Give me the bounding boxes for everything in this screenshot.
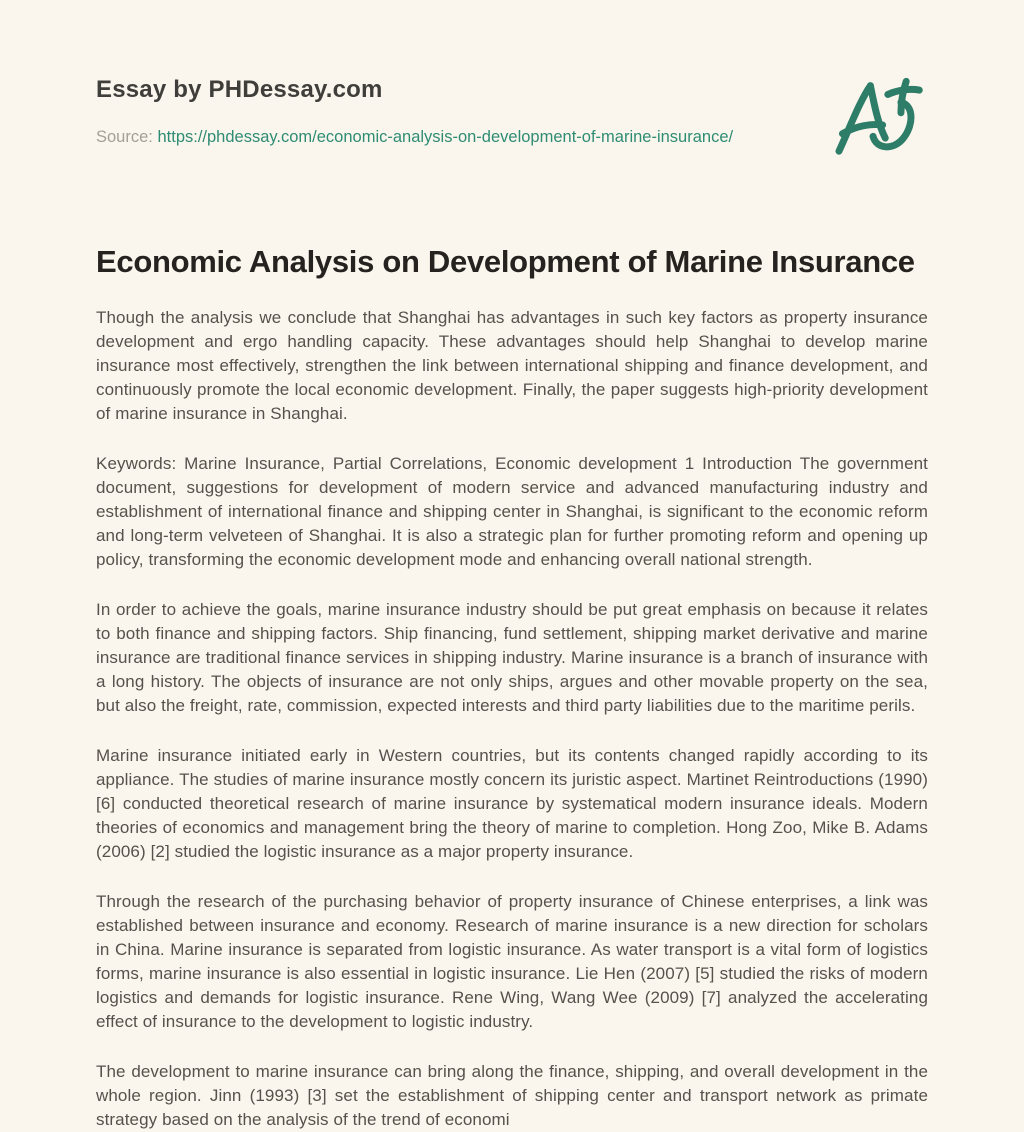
brand-title: Essay by PHDessay.com	[96, 76, 383, 103]
article-title: Economic Analysis on Development of Marine Insurance	[96, 244, 915, 279]
a-plus-logo-icon	[832, 72, 928, 164]
brand-block	[96, 70, 733, 164]
page-container	[96, 0, 928, 1132]
page-header	[96, 70, 928, 164]
source-line	[96, 128, 733, 147]
source-label: Source:	[96, 128, 153, 146]
article-paragraph: Though the analysis we conclude that Shanghai has advantages in such key factors as property insurance development and ergo handling capacity. These advantages should help Shanghai to develop marine insurance most effectively, strengthen the link between international shipping and finance development, and continuously promote the local economic development. Finally, the paper suggests high-priority development of marine insurance in Shanghai.	[96, 307, 928, 423]
article-paragraph: Keywords: Marine Insurance, Partial Correlations, Economic development 1 Introduction The government document, suggestions for development of modern service and advanced manufacturing industry and establishment of international finance and shipping center in Shanghai, is significant to the economic reform and long-term velveteen of Shanghai. It is also a strategic plan for further promoting reform and opening up policy, transforming the economic development mode and enhancing overall national strength.	[96, 453, 928, 569]
source-link[interactable]: https://phdessay.com/economic-analysis-on-development-of-marine-insurance/	[157, 128, 734, 146]
article-paragraph: Marine insurance initiated early in Western countries, but its contents changed rapidly according to its appliance. The studies of marine insurance mostly concern its juristic aspect. Martinet Reintroductions (1990) [6] conducted theoretical research of marine insurance by systematical modern insurance ideals. Modern theories of economics and management bring the theory of marine to completion. Hong Zoo, Mike B. Adams (2006) [2] studied the logistic insurance as a major property insurance.	[96, 745, 928, 861]
article-paragraph: The development to marine insurance can bring along the finance, shipping, and overall development in the whole region. Jinn (1993) [3] set the establishment of shipping center and transport network as primate strategy based on the analysis of the trend of economi	[96, 1061, 928, 1129]
article-paragraph: In order to achieve the goals, marine insurance industry should be put great emphasis on because it relates to both finance and shipping factors. Ship financing, fund settlement, shipping market derivative and marine insurance are traditional finance services in shipping industry. Marine insurance is a branch of insurance with a long history. The objects of insurance are not only ships, argues and other movable property on the sea, but also the freight, rate, commission, expected interests and third party liabilities due to the maritime perils.	[96, 599, 928, 715]
article-paragraph: Through the research of the purchasing behavior of property insurance of Chinese enterprises, a link was established between insurance and economy. Research of marine insurance is a new direction for scholars in China. Marine insurance is separated from logistic insurance. As water transport is a vital form of logistics forms, marine insurance is also essential in logistic insurance. Lie Hen (2007) [5] studied the risks of modern logistics and demands for logistic insurance. Rene Wing, Wang Wee (2009) [7] analyzed the accelerating effect of insurance to the development to logistic industry.	[96, 891, 928, 1031]
article-body	[96, 306, 928, 1132]
